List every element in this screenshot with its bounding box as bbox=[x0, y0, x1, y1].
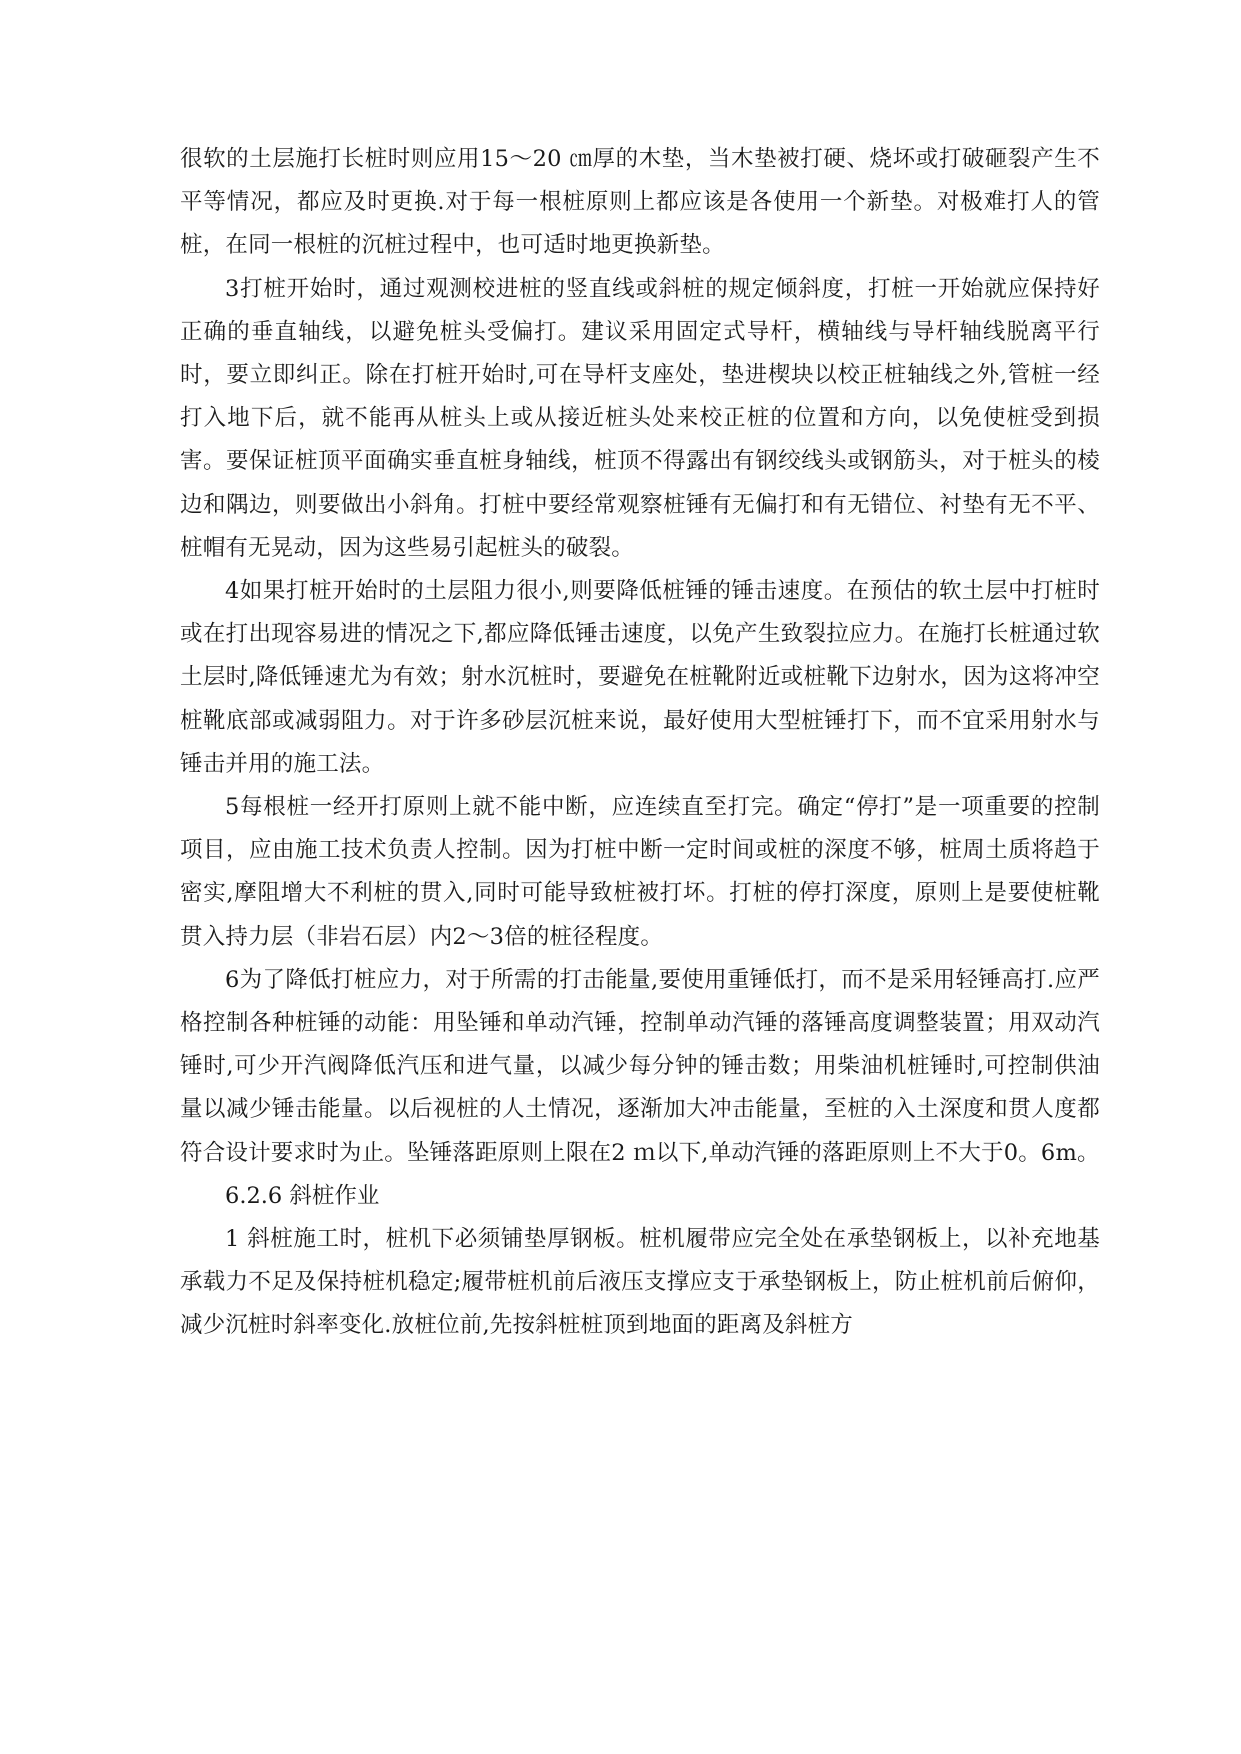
document-body bbox=[180, 138, 1100, 1348]
paragraph-continued: 很软的土层施打长桩时则应用15～20 ㎝厚的木垫，当木垫被打硬、烧坏或打破砸裂产生不平等情况，都应及时更换.对于每一根桩原则上都应该是各使用一个新垫。对极难打人的管桩，在同一根桩的沉桩过程中，也可适时地更换新垫。 bbox=[180, 146, 1100, 259]
paragraph-item-4: 4如果打桩开始时的土层阻力很小,则要降低桩锤的锤击速度。在预估的软土层中打桩时或在打出现容易进的情况之下,都应降低锤击速度，以免产生致裂拉应力。在施打长桩通过软土层时,降低锤速尤为有效；射水沉桩时，要避免在桩靴附近或桩靴下边射水，因为这将冲空桩靴底部或减弱阻力。对于许多砂层沉桩来说，最好使用大型桩锤打下，而不宜采用射水与锤击并用的施工法。 bbox=[180, 578, 1100, 777]
section-heading: 6.2.6 斜桩作业 bbox=[225, 1182, 380, 1209]
paragraph-item-3: 3打桩开始时，通过观测校进桩的竖直线或斜桩的规定倾斜度，打桩一开始就应保持好正确的垂直轴线，以避免桩头受偏打。建议采用固定式导杆，横轴线与导杆轴线脱离平行时，要立即纠正。除在打桩开始时,可在导杆支座处，垫进楔块以校正桩轴线之外,管桩一经打入地下后，就不能再从桩头上或从接近桩头处来校正桩的位置和方向，以免使桩受到损害。要保证桩顶平面确实垂直桩身轴线，桩顶不得露出有钢绞线头或钢筋头，对于桩头的棱边和隅边，则要做出小斜角。打桩中要经常观察桩锤有无偏打和有无错位、衬垫有无不平、桩帽有无晃动，因为这些易引起桩头的破裂。 bbox=[180, 275, 1100, 561]
paragraph-item-6: 6为了降低打桩应力，对于所需的打击能量,要使用重锤低打，而不是采用轻锤高打.应严格控制各种桩锤的动能：用坠锤和单动汽锤，控制单动汽锤的落锤高度调整装置；用双动汽锤时,可少开汽阀降低汽压和进气量，以减少每分钟的锤击数；用柴油机桩锤时,可控制供油量以减少锤击能量。以后视桩的人土情况，逐渐加大冲击能量，至桩的入土深度和贯人度都符合设计要求时为止。坠锤落距原则上限在2 ｍ以下,单动汽锤的落距原则上不大于0。6m。 bbox=[180, 966, 1100, 1166]
paragraph-slant-pile-1: 1 斜桩施工时，桩机下必须铺垫厚钢板。桩机履带应完全处在承垫钢板上，以补充地基承载力不足及保持桩机稳定;履带桩机前后液压支撑应支于承垫钢板上，防止桩机前后俯仰，减少沉桩时斜率变化.放桩位前,先按斜桩桩顶到地面的距离及斜桩方 bbox=[180, 1226, 1100, 1339]
paragraph-item-5: 5每根桩一经开打原则上就不能中断，应连续直至打完。确定“停打”是一项重要的控制项目，应由施工技术负责人控制。因为打桩中断一定时间或桩的深度不够，桩周土质将趋于密实,摩阻增大不利桩的贯入,同时可能导致桩被打坏。打桩的停打深度，原则上是要使桩靴贯入持力层（非岩石层）内2～3倍的桩径程度。 bbox=[180, 794, 1100, 950]
